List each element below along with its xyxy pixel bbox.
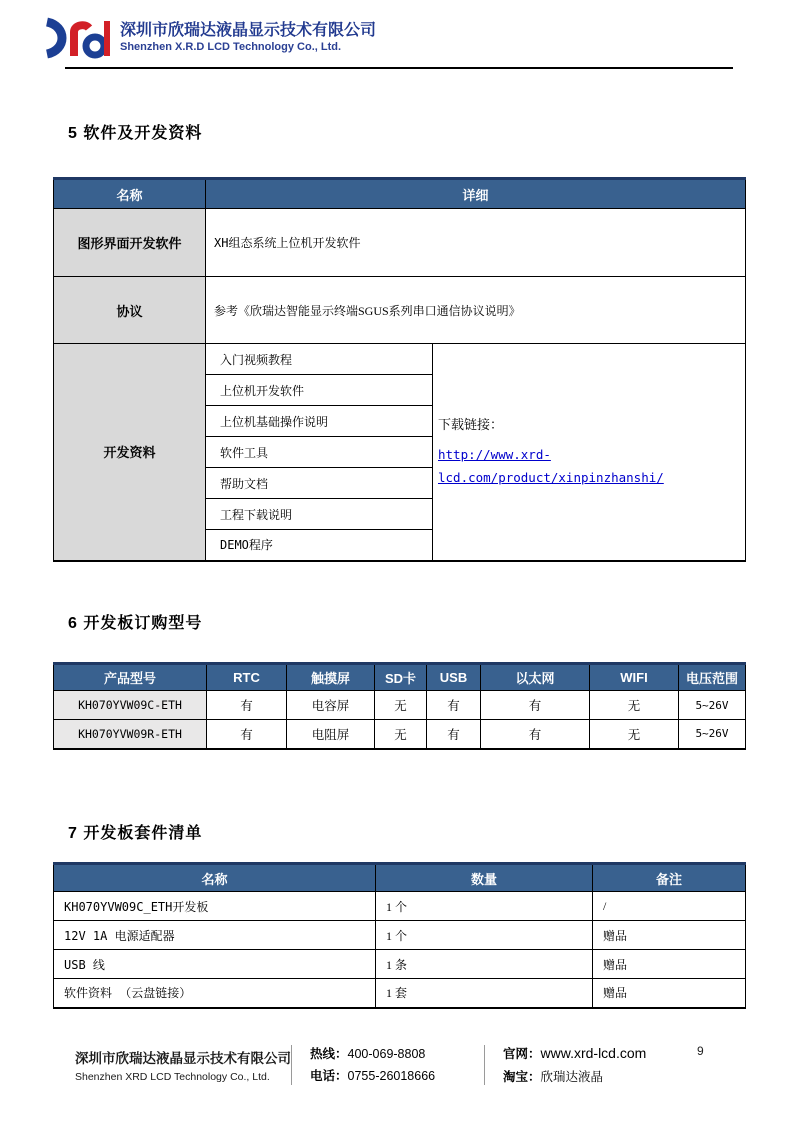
footer-taobao (503, 1066, 697, 1089)
col-header-remark: 备注 (593, 864, 746, 892)
row-detail: XH组态系统上位机开发软件 (206, 209, 746, 277)
ethernet-cell: 有 (481, 691, 590, 720)
dev-item: DEMO程序 (206, 530, 433, 561)
taobao-label: 淘宝： (503, 1070, 541, 1085)
dev-item: 上位机开发软件 (206, 375, 433, 406)
row-label: 协议 (54, 277, 206, 344)
rtc-cell: 有 (207, 720, 287, 749)
table-row (54, 691, 746, 720)
model-cell: KH070YVW09R-ETH (54, 720, 207, 749)
section5-title: 5 软件及开发资料 (68, 125, 203, 142)
row-label: 开发资料 (54, 344, 206, 561)
item-name-cell: 12V 1A 电源适配器 (54, 921, 376, 950)
dev-item: 帮助文档 (206, 468, 433, 499)
dev-item: 工程下载说明 (206, 499, 433, 530)
item-name-cell: 软件资料 （云盘链接） (54, 979, 376, 1008)
voltage-cell: 5~26V (679, 720, 746, 749)
dev-item: 入门视频教程 (206, 344, 433, 375)
touch-cell: 电阻屏 (287, 720, 375, 749)
usb-cell: 有 (427, 720, 481, 749)
footer-hotline (310, 1043, 484, 1066)
touch-cell: 电容屏 (287, 691, 375, 720)
item-remark-cell: 赠品 (593, 950, 746, 979)
footer-company-en: Shenzhen XRD LCD Technology Co., Ltd. (75, 1071, 270, 1083)
item-qty-cell: 1 套 (376, 979, 593, 1008)
footer-contact (292, 1043, 484, 1088)
item-name-cell: KH070YVW09C_ETH开发板 (54, 892, 376, 921)
col-header-ethernet: 以太网 (481, 664, 590, 691)
hotline-label: 热线： (310, 1046, 348, 1061)
website-value: www.xrd-lcd.com (540, 1045, 647, 1062)
taobao-value: 欣瑞达液晶 (540, 1070, 604, 1085)
table-row (54, 892, 746, 921)
header-company-en: Shenzhen X.R.D LCD Technology Co., Ltd. (120, 41, 342, 54)
col-header-qty: 数量 (376, 864, 593, 892)
download-label: 下载链接： (438, 416, 504, 432)
table-row (54, 979, 746, 1008)
col-header-name: 名称 (54, 864, 376, 892)
footer-company-cn: 深圳市欣瑞达液晶显示技术有限公司 (75, 1051, 291, 1066)
hotline-value: 400-069-8808 (347, 1046, 426, 1061)
dev-item: 软件工具 (206, 437, 433, 468)
col-header-usb: USB (427, 664, 481, 691)
model-cell: KH070YVW09C-ETH (54, 691, 207, 720)
item-name-cell: USB 线 (54, 950, 376, 979)
section7-title: 7 开发板套件清单 (68, 825, 203, 842)
wifi-cell: 无 (590, 691, 679, 720)
table-row (54, 720, 746, 749)
page-footer (53, 1038, 745, 1092)
table-row (54, 950, 746, 979)
section6-title: 6 开发板订购型号 (68, 615, 203, 632)
item-qty-cell: 1 条 (376, 950, 593, 979)
dev-item: 上位机基础操作说明 (206, 406, 433, 437)
item-qty-cell: 1 个 (376, 921, 593, 950)
col-header-voltage: 电压范围 (679, 664, 746, 691)
table-row (54, 277, 746, 344)
kit-list-table (53, 862, 746, 1009)
sd-cell: 无 (375, 691, 427, 720)
rtc-cell: 有 (207, 691, 287, 720)
sd-cell: 无 (375, 720, 427, 749)
item-qty-cell: 1 个 (376, 892, 593, 921)
col-header-detail: 详细 (206, 179, 746, 209)
col-header-touch: 触摸屏 (287, 664, 375, 691)
footer-company (53, 1047, 291, 1083)
row-label: 图形界面开发软件 (54, 209, 206, 277)
website-label: 官网： (503, 1047, 541, 1062)
item-remark-cell: 赠品 (593, 979, 746, 1008)
wifi-cell: 无 (590, 720, 679, 749)
download-cell (433, 344, 746, 561)
col-header-sd: SD卡 (375, 664, 427, 691)
table-row (54, 209, 746, 277)
download-link-line2[interactable]: lcd.com/product/xinpinzhanshi/ (438, 470, 664, 486)
voltage-cell: 5~26V (679, 691, 746, 720)
table-row (54, 921, 746, 950)
header-company-cn: 深圳市欣瑞达液晶显示技术有限公司 (120, 22, 377, 40)
table-row (54, 344, 746, 375)
footer-website (503, 1041, 697, 1066)
page-number: 9 (697, 1044, 704, 1058)
row-detail: 参考《欣瑞达智能显示终端SGUS系列串口通信协议说明》 (206, 277, 746, 344)
col-header-rtc: RTC (207, 664, 287, 691)
item-remark-cell: 赠品 (593, 921, 746, 950)
download-link-line1[interactable]: http://www.xrd- (438, 446, 551, 462)
footer-web (485, 1041, 697, 1089)
col-header-name: 名称 (54, 179, 206, 209)
order-model-table (53, 662, 746, 750)
col-header-model: 产品型号 (54, 664, 207, 691)
col-header-wifi: WIFI (590, 664, 679, 691)
usb-cell: 有 (427, 691, 481, 720)
page-header (40, 16, 376, 60)
ethernet-cell: 有 (481, 720, 590, 749)
phone-value: 0755-26018666 (347, 1069, 436, 1083)
footer-phone (310, 1065, 484, 1088)
phone-label: 电话： (310, 1069, 348, 1083)
software-dev-table (53, 177, 746, 562)
item-remark-cell: / (593, 892, 746, 921)
xrd-logo-icon (40, 16, 112, 60)
header-divider (65, 67, 733, 69)
